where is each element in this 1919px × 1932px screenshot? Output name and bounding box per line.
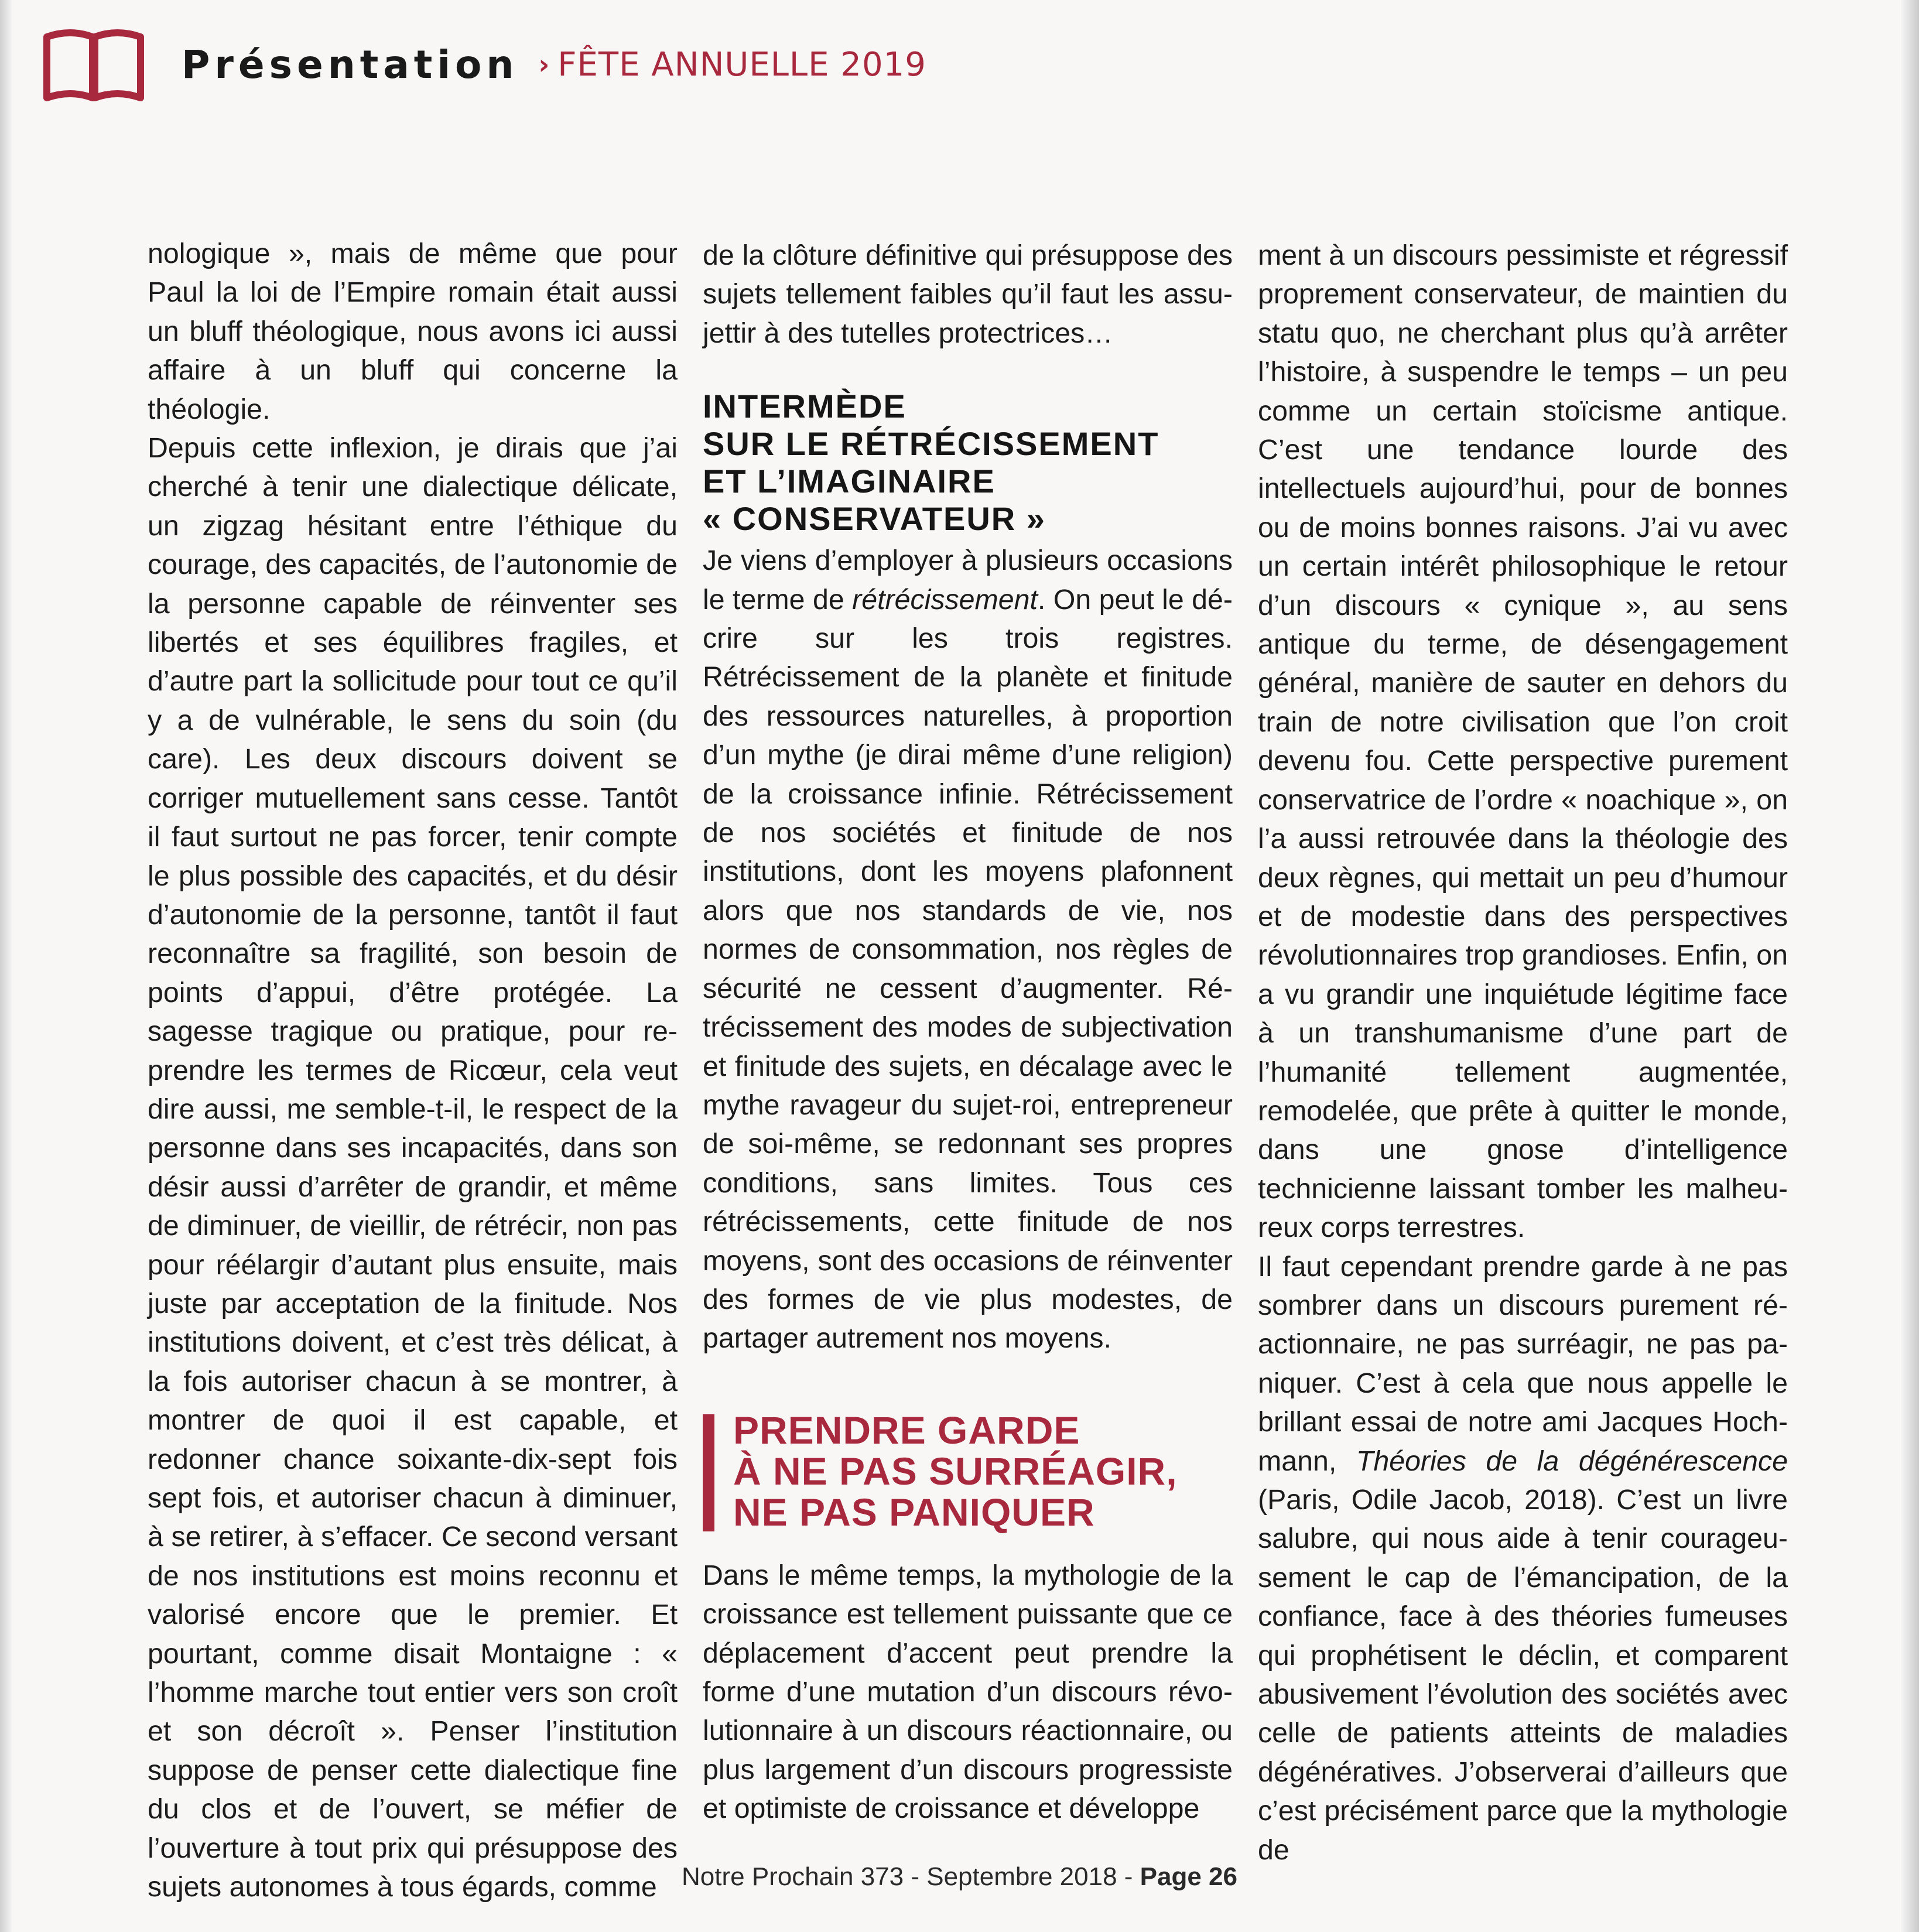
paragraph: Depuis cette inflexion, je dirais que j’ai cherché à tenir une dialectique délicate, un zigzag hésitant entre l’éthique du courage, des capacités, de l’autonomie de la personne capable de réinventer ses libertés et ses équilibres fragiles, et d’autre part la sollicitude pour tout ce qu’il y a de vulnérable, le sens du soin (du care). Les deux discours doivent se corriger mutuellement sans cesse. Tantôt il faut surtout ne pas forcer, tenir compte le plus possible des capacités, et du désir d’autonomie de la personne, tantôt il faut reconnaître sa fragilité, son besoin de points d’appui, d’être protégée. La sagesse tragique ou pratique, pour reprendre les termes de Ricœur, cela veut dire aussi, me semble-t-il, le respect de la personne dans ses incapacités, dans son désir aussi d’arrêter de grandir, et même de diminuer, de vieillir, de rétrécir, non pas pour réélargir d’autant plus ensuite, mais juste par acceptation de la finitude. Nos institutions doivent, et c’est très délicat, à la fois autoriser chacun à se montrer, à montrer de quoi il est capable, et redonner chance soixante-dix-sept fois sept fois, et autoriser chacun à diminuer, à se retirer, à s’effacer. Ce second versant de nos institutions est moins reconnu et valorisé encore que le premier. Et pourtant, comme disait Montaigne : « l’homme marche tout entier vers son croît et son décroît ». Penser l’institution suppose de penser cette dialectique fine du clos et de l’ouvert, se méfier de l’ouverture à tout prix qui présuppose des sujets autonomes à tous égards, comme xyxy=(148,432,678,1903)
subheading-line: SUR LE RÉTRÉCISSEMENT xyxy=(703,425,1159,463)
text-run: Il faut cependant prendre garde à ne pas sombrer dans un discours purement réactionnaire, ne pas surréagir, ne pas paniquer. C’est à cela que nous appelle le brillant essai de notre ami Jacques Hochmann, xyxy=(1258,1250,1788,1477)
paragraph xyxy=(1258,1247,1788,1870)
text-column-3 xyxy=(1258,236,1788,1869)
pull-quote-line: À NE PAS SURRÉAGIR, xyxy=(733,1449,1178,1493)
page-footer xyxy=(0,1862,1919,1892)
subheading-line: ET L’IMAGINAIRE xyxy=(703,463,996,500)
pull-quote-bar xyxy=(703,1414,714,1531)
section-title: Présentation xyxy=(182,42,519,87)
text-run: . On peut le décrire sur les trois registres. Rétrécissement de la planète et finitude des ressources naturelles, à proportion d’un mythe (je dirai même d’une religion) de la croissance infinie. Rétrécissement de nos sociétés et finitude de nos institutions, dont les moyens plafonnent alors que nos standards de vie, nos normes de consommation, nos règles de sécurité ne cessent d’augmenter. Rétrécissement des modes de subjectivation et finitude des sujets, en décalage avec le mythe ravageur du sujet-roi, entrepreneur de soi-même, se redonnant ses propres conditions, sans limites. Tous ces rétrécissements, cette finitude de nos moyens, sont des occasions de réinventer des formes de vie plus modestes, de partager autrement nos moyens. xyxy=(703,583,1233,1355)
page-number: Page 26 xyxy=(1140,1862,1237,1891)
subheading-line: « CONSERVATEUR » xyxy=(703,500,1046,538)
page-header xyxy=(41,23,926,105)
subheading-line: INTERMÈDE xyxy=(703,388,907,425)
text-run: Je viens d’employer à plusieurs occasions le terme de xyxy=(703,545,1233,615)
pull-quote-line: NE PAS PANIQUER xyxy=(733,1490,1095,1534)
paragraph: ment à un discours pessimiste et régressif proprement conservateur, de maintien du statu quo, ne cherchant plus qu’à arrêter l’histoire, à suspendre le temps – un peu comme un certain stoïcisme antique. C’est une tendance lourde des intellectuels aujourd’hui, pour de bonnes ou de moins bonnes raisons. J’ai vu avec un certain intérêt philosophique le retour d’un discours « cynique », au sens antique du terme, de désengagement général, manière de sauter en dehors du train de notre civilisation que l’on croit devenu fou. Cette perspective purement conservatrice de l’ordre « noachique », on l’a aussi retrouvée dans la théologie des deux règnes, qui mettait un peu d’humour et de modestie dans des perspectives révolutionnaires trop grandioses. Enfin, on a vu grandir une inquiétude légitime face à un transhumanisme d’une part de l’humanité tellement augmentée, remodelée, que prête à quitter le monde, dans une gnose d’intelligence technicienne laissant tomber les malheureux corps terrestres. xyxy=(1258,240,1788,1244)
page-edge-right xyxy=(1901,0,1919,1932)
paragraph xyxy=(703,541,1233,1358)
paragraph: Dans le même temps, la mythologie de la croissance est tellement puissante que ce déplacement d’accent peut prendre la forme d’une mutation d’un discours révolutionnaire à un discours réactionnaire, ou plus largement d’un discours progressiste et optimiste de croissance et développe xyxy=(703,1559,1233,1825)
event-breadcrumb: FÊTE ANNUELLE 2019 xyxy=(557,45,926,84)
open-book-icon xyxy=(41,26,146,102)
text-column-1 xyxy=(148,234,678,1906)
book-title: Théories de la dégénérescence xyxy=(1356,1445,1788,1477)
emphasis-term: rétrécissement xyxy=(852,583,1038,615)
pull-quote xyxy=(703,1410,1233,1533)
page-edge-left xyxy=(0,0,12,1932)
paragraph: nologique », mais de même que pour Paul la loi de l’Empire romain était aussi un bluff théologique, nous avons ici aussi affaire à un bluff qui concerne la théologie. xyxy=(148,238,678,425)
text-run: (Paris, Odile Jacob, 2018). C’est un livre salubre, qui nous aide à tenir courageusement le cap de l’émancipation, de la confiance, face à des théories fumeuses qui prophétisent le déclin, et comparent abusivement l’évolution des sociétés avec celle de patients atteints de maladies dégénératives. J’observerai d’ailleurs que c’est précisément parce que la mythologie de xyxy=(1258,1484,1788,1866)
text-column-2 xyxy=(703,236,1233,1828)
pull-quote-line: PRENDRE GARDE xyxy=(733,1408,1080,1452)
section-subheading xyxy=(703,388,1233,538)
paragraph: de la clôture définitive qui présuppose des sujets tellement faibles qu’il faut les assujettir à des tutelles protectrices… xyxy=(703,240,1233,349)
breadcrumb-separator: › xyxy=(538,49,550,80)
footer-publication: Notre Prochain 373 - Septembre 2018 - xyxy=(682,1862,1140,1891)
